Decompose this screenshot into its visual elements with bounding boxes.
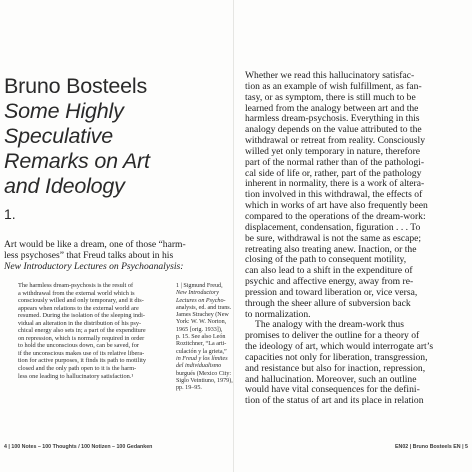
intro-line: Art would be like a dream, one of those “harm- [4,239,186,250]
body-line: and hallucination. Moreover, such an outline [245,373,417,385]
quote-line: tion for active purposes, it finds its path to motility [18,357,147,365]
footnote-line: del individualismo [176,363,222,370]
quote-line: resumed. During the isolation of the sleeping indi- [18,312,145,320]
quote-line: less one leading to hallucinatory satisfaction.¹ [18,372,134,380]
quote-line: The harmless dream-psychosis is the result of [18,282,134,289]
body-line: retreating also treating anew. Inaction, or the [245,243,417,255]
intro-line-italic [4,262,230,273]
footnote-line: burgués (Mexico City: [176,370,232,377]
footnote-line: James Strachey (New [176,312,229,319]
body-line: tion involved in this withdrawal, the effects of [245,189,423,201]
page-gutter [233,0,234,472]
left-page-footer: 4 | 100 Notes – 100 Thoughts / 100 Notizen – 100 Gedanken [4,444,153,450]
footnote-line: 1965 [orig. 1933]), [176,326,223,333]
body-line: part of the normal rather than of the pathologi- [245,156,425,168]
author-name: Bruno Bosteels [4,74,148,98]
quote-line: vidual an alteration in the distribution of his psy- [18,319,142,327]
body-line: displacement, condensation, figuration . . . To [245,221,421,233]
body-line: the ideology of art, which would interrogate art’s [245,341,434,353]
body-line: analogy depends on the value attributed to the [245,124,422,136]
body-line: would have vital consequences for the defini- [245,384,420,396]
quote-line: appears when relations to the external world are [18,304,139,312]
footnote-line: in Freud y los límites [176,355,228,362]
body-line: learned from the analogy between art and the [245,102,419,114]
body-line: through the sheer allure of subversion back [245,297,411,309]
essay-title-line: Some Highly [4,99,124,123]
body-line: capacities not only for liberation, transgression, [245,351,428,363]
footnote-line: Lectures on Psycho- [176,297,226,304]
body-line: Whether we read this hallucinatory satisfac- [245,70,415,81]
intro-text [4,240,230,272]
footnote-line: analysis, ed. and trans. [176,304,232,311]
right-column-text [245,71,465,407]
quote-line: a withdrawal from the external world which is [18,289,135,297]
body-line: closing of the path to consequent motility, [245,254,407,266]
essay-title-line: and Ideology [4,174,125,198]
quote-line: consciously willed and only temporary, and it dis- [18,297,144,305]
quote-line: if the unconscious makes use of its relative libera- [18,349,145,357]
right-page-footer: EN02 | Bruno Bosteels EN | 5 [394,444,468,450]
quote-line: closed and the only path open to it is the harm- [18,365,137,373]
body-line: inherent in normality, there is a work of altera- [245,178,425,190]
quote-line: to hold the unconscious down, can be saved, for [18,342,140,350]
footnote-line: York: W. W. Norton, [176,319,227,326]
body-line: to normalization. [245,308,311,320]
footnote-line: p. 15. See also León [176,334,226,341]
quote-line: on repression, which is normally required in order [18,334,145,342]
section-number: 1. [4,206,16,222]
title-block [4,74,226,199]
body-line: withdrawal or retreat from reality. Consciously [245,135,426,147]
freud-block-quote [18,282,166,380]
body-line: compared to the operations of the dream-work: [245,210,426,222]
footnote-line: Siglo Veintiuno, 1979), [176,377,233,384]
body-line: cal side of life or, rather, part of the pathology [245,167,422,179]
body-line: willed yet only temporary in nature, therefore [245,145,421,157]
body-line: tasy, or as symptom, there is still much to be [245,91,416,103]
body-line: The analogy with the dream-work thus [255,319,404,331]
body-line: tion of the status of art and its place in relation [245,395,424,407]
body-line: and resistance but also for inaction, repression, [245,362,426,374]
intro-line: New Introductory Lectures on Psychoanalysis: [4,260,184,272]
footnote-line: New Introductory [176,290,219,297]
body-line: which in works of art have also frequently been [245,200,428,212]
body-line: pression and toward liberation or, vice versa, [245,286,418,298]
footnote-line: 1 | Sigmund Freud, [176,283,223,289]
quote-line: chical energy also sets in; a part of the expenditure [18,327,146,335]
essay-title-line: Remarks on Art [4,149,150,173]
body-line: be sure, withdrawal is not the same as escape; [245,232,422,244]
body-line: tion as an example of wish fulfillment, as fan- [245,80,422,92]
body-line: promises to deliver the outline for a theory of [245,330,420,342]
body-line: harmless dream-psychosis. Everything in this [245,113,420,125]
essay-title-line: Speculative [4,124,113,148]
footnote-line: culación y la grieta,” [176,348,227,355]
footnote-line: Rozitchner, “La arti- [176,341,227,348]
footnote [176,283,233,392]
intro-line: less psychoses” that Freud talks about in his [4,249,174,261]
footnote-line: pp. 19–95. [176,385,202,392]
body-line: psychic and affective energy, away from re- [245,276,414,288]
body-line: can also lead to a shift in the expenditure of [245,265,413,277]
